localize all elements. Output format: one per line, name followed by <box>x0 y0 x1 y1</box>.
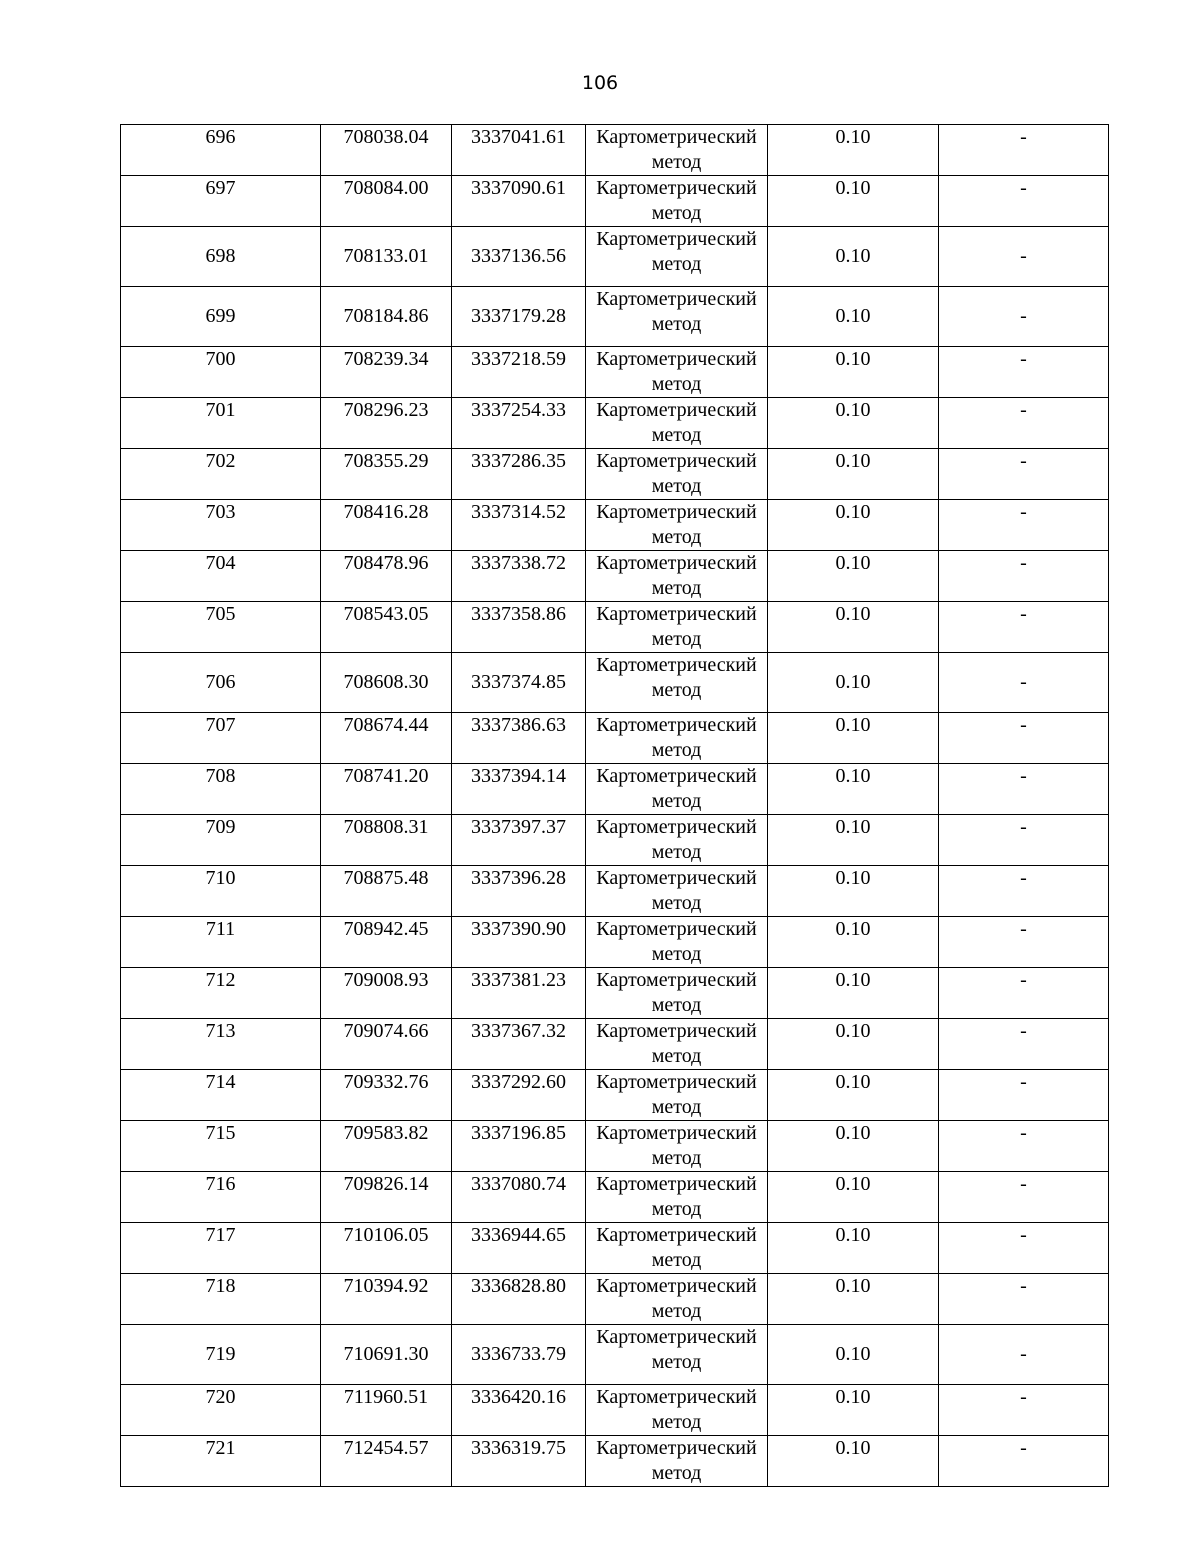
note-cell: - <box>939 917 1109 968</box>
method-cell: Картометрический метод <box>586 866 768 917</box>
accuracy-cell: 0.10 <box>768 287 939 347</box>
point-number-cell: 697 <box>121 176 321 227</box>
accuracy-cell: 0.10 <box>768 125 939 176</box>
accuracy-cell: 0.10 <box>768 1172 939 1223</box>
accuracy-cell: 0.10 <box>768 176 939 227</box>
x-coordinate-cell: 708133.01 <box>321 227 452 287</box>
table-row <box>121 551 1109 602</box>
accuracy-cell: 0.10 <box>768 1121 939 1172</box>
point-number-cell: 714 <box>121 1070 321 1121</box>
accuracy-cell: 0.10 <box>768 815 939 866</box>
method-cell: Картометрический метод <box>586 176 768 227</box>
table-row <box>121 1325 1109 1385</box>
accuracy-cell: 0.10 <box>768 653 939 713</box>
table-row <box>121 347 1109 398</box>
y-coordinate-cell: 3337196.85 <box>452 1121 586 1172</box>
method-cell: Картометрический метод <box>586 1436 768 1487</box>
method-cell: Картометрический метод <box>586 347 768 398</box>
accuracy-cell: 0.10 <box>768 866 939 917</box>
y-coordinate-cell: 3336828.80 <box>452 1274 586 1325</box>
x-coordinate-cell: 708084.00 <box>321 176 452 227</box>
x-coordinate-cell: 708355.29 <box>321 449 452 500</box>
method-cell: Картометрический метод <box>586 1274 768 1325</box>
point-number-cell: 716 <box>121 1172 321 1223</box>
point-number-cell: 701 <box>121 398 321 449</box>
x-coordinate-cell: 709826.14 <box>321 1172 452 1223</box>
accuracy-cell: 0.10 <box>768 917 939 968</box>
note-cell: - <box>939 602 1109 653</box>
accuracy-cell: 0.10 <box>768 1385 939 1436</box>
note-cell: - <box>939 125 1109 176</box>
method-cell: Картометрический метод <box>586 713 768 764</box>
method-cell: Картометрический метод <box>586 968 768 1019</box>
y-coordinate-cell: 3337396.28 <box>452 866 586 917</box>
method-cell: Картометрический метод <box>586 398 768 449</box>
table-row <box>121 653 1109 713</box>
note-cell: - <box>939 1019 1109 1070</box>
method-cell: Картометрический метод <box>586 1223 768 1274</box>
accuracy-cell: 0.10 <box>768 764 939 815</box>
point-number-cell: 705 <box>121 602 321 653</box>
accuracy-cell: 0.10 <box>768 1070 939 1121</box>
x-coordinate-cell: 708608.30 <box>321 653 452 713</box>
y-coordinate-cell: 3337358.86 <box>452 602 586 653</box>
note-cell: - <box>939 713 1109 764</box>
y-coordinate-cell: 3337314.52 <box>452 500 586 551</box>
y-coordinate-cell: 3337218.59 <box>452 347 586 398</box>
point-number-cell: 711 <box>121 917 321 968</box>
y-coordinate-cell: 3337381.23 <box>452 968 586 1019</box>
point-number-cell: 703 <box>121 500 321 551</box>
note-cell: - <box>939 866 1109 917</box>
table-row <box>121 815 1109 866</box>
table-row <box>121 227 1109 287</box>
point-number-cell: 709 <box>121 815 321 866</box>
method-cell: Картометрический метод <box>586 449 768 500</box>
note-cell: - <box>939 176 1109 227</box>
y-coordinate-cell: 3336944.65 <box>452 1223 586 1274</box>
x-coordinate-cell: 708741.20 <box>321 764 452 815</box>
point-number-cell: 712 <box>121 968 321 1019</box>
method-cell: Картометрический метод <box>586 653 768 713</box>
method-cell: Картометрический метод <box>586 551 768 602</box>
table-row <box>121 1070 1109 1121</box>
table-row <box>121 968 1109 1019</box>
accuracy-cell: 0.10 <box>768 449 939 500</box>
method-cell: Картометрический метод <box>586 815 768 866</box>
table-row <box>121 764 1109 815</box>
table-row <box>121 1385 1109 1436</box>
table-body <box>121 125 1109 1487</box>
point-number-cell: 718 <box>121 1274 321 1325</box>
table-row <box>121 866 1109 917</box>
accuracy-cell: 0.10 <box>768 347 939 398</box>
note-cell: - <box>939 398 1109 449</box>
table-row <box>121 602 1109 653</box>
note-cell: - <box>939 227 1109 287</box>
accuracy-cell: 0.10 <box>768 968 939 1019</box>
table-row <box>121 1274 1109 1325</box>
method-cell: Картометрический метод <box>586 764 768 815</box>
note-cell: - <box>939 764 1109 815</box>
x-coordinate-cell: 708875.48 <box>321 866 452 917</box>
method-cell: Картометрический метод <box>586 500 768 551</box>
note-cell: - <box>939 653 1109 713</box>
accuracy-cell: 0.10 <box>768 1274 939 1325</box>
y-coordinate-cell: 3337292.60 <box>452 1070 586 1121</box>
page-number: 106 <box>581 72 619 94</box>
note-cell: - <box>939 551 1109 602</box>
point-number-cell: 719 <box>121 1325 321 1385</box>
accuracy-cell: 0.10 <box>768 1019 939 1070</box>
y-coordinate-cell: 3337254.33 <box>452 398 586 449</box>
x-coordinate-cell: 711960.51 <box>321 1385 452 1436</box>
note-cell: - <box>939 500 1109 551</box>
table-row <box>121 917 1109 968</box>
x-coordinate-cell: 712454.57 <box>321 1436 452 1487</box>
table-row <box>121 1019 1109 1070</box>
table-row <box>121 1121 1109 1172</box>
coordinates-table <box>120 124 1109 1487</box>
y-coordinate-cell: 3336420.16 <box>452 1385 586 1436</box>
x-coordinate-cell: 709074.66 <box>321 1019 452 1070</box>
note-cell: - <box>939 968 1109 1019</box>
y-coordinate-cell: 3337374.85 <box>452 653 586 713</box>
y-coordinate-cell: 3336733.79 <box>452 1325 586 1385</box>
x-coordinate-cell: 708543.05 <box>321 602 452 653</box>
accuracy-cell: 0.10 <box>768 1325 939 1385</box>
point-number-cell: 702 <box>121 449 321 500</box>
method-cell: Картометрический метод <box>586 227 768 287</box>
y-coordinate-cell: 3337080.74 <box>452 1172 586 1223</box>
x-coordinate-cell: 708184.86 <box>321 287 452 347</box>
table-row <box>121 398 1109 449</box>
note-cell: - <box>939 815 1109 866</box>
x-coordinate-cell: 708239.34 <box>321 347 452 398</box>
accuracy-cell: 0.10 <box>768 1223 939 1274</box>
y-coordinate-cell: 3337041.61 <box>452 125 586 176</box>
accuracy-cell: 0.10 <box>768 602 939 653</box>
x-coordinate-cell: 710394.92 <box>321 1274 452 1325</box>
note-cell: - <box>939 449 1109 500</box>
x-coordinate-cell: 708478.96 <box>321 551 452 602</box>
note-cell: - <box>939 1172 1109 1223</box>
y-coordinate-cell: 3337090.61 <box>452 176 586 227</box>
accuracy-cell: 0.10 <box>768 500 939 551</box>
point-number-cell: 700 <box>121 347 321 398</box>
y-coordinate-cell: 3336319.75 <box>452 1436 586 1487</box>
note-cell: - <box>939 1325 1109 1385</box>
accuracy-cell: 0.10 <box>768 398 939 449</box>
point-number-cell: 721 <box>121 1436 321 1487</box>
point-number-cell: 706 <box>121 653 321 713</box>
x-coordinate-cell: 710106.05 <box>321 1223 452 1274</box>
x-coordinate-cell: 708296.23 <box>321 398 452 449</box>
accuracy-cell: 0.10 <box>768 227 939 287</box>
method-cell: Картометрический метод <box>586 1121 768 1172</box>
method-cell: Картометрический метод <box>586 1019 768 1070</box>
table-row <box>121 449 1109 500</box>
table-row <box>121 176 1109 227</box>
x-coordinate-cell: 708416.28 <box>321 500 452 551</box>
note-cell: - <box>939 1274 1109 1325</box>
y-coordinate-cell: 3337386.63 <box>452 713 586 764</box>
x-coordinate-cell: 709008.93 <box>321 968 452 1019</box>
table-row <box>121 500 1109 551</box>
table-row <box>121 125 1109 176</box>
x-coordinate-cell: 710691.30 <box>321 1325 452 1385</box>
table-row <box>121 713 1109 764</box>
note-cell: - <box>939 347 1109 398</box>
point-number-cell: 698 <box>121 227 321 287</box>
table-row <box>121 287 1109 347</box>
method-cell: Картометрический метод <box>586 125 768 176</box>
y-coordinate-cell: 3337394.14 <box>452 764 586 815</box>
note-cell: - <box>939 1385 1109 1436</box>
y-coordinate-cell: 3337286.35 <box>452 449 586 500</box>
method-cell: Картометрический метод <box>586 602 768 653</box>
method-cell: Картометрический метод <box>586 1325 768 1385</box>
note-cell: - <box>939 1223 1109 1274</box>
point-number-cell: 715 <box>121 1121 321 1172</box>
point-number-cell: 713 <box>121 1019 321 1070</box>
x-coordinate-cell: 709332.76 <box>321 1070 452 1121</box>
method-cell: Картометрический метод <box>586 1070 768 1121</box>
table-row <box>121 1436 1109 1487</box>
point-number-cell: 720 <box>121 1385 321 1436</box>
table-row <box>121 1172 1109 1223</box>
y-coordinate-cell: 3337338.72 <box>452 551 586 602</box>
method-cell: Картометрический метод <box>586 1385 768 1436</box>
x-coordinate-cell: 708674.44 <box>321 713 452 764</box>
note-cell: - <box>939 1121 1109 1172</box>
method-cell: Картометрический метод <box>586 287 768 347</box>
note-cell: - <box>939 1070 1109 1121</box>
x-coordinate-cell: 708808.31 <box>321 815 452 866</box>
point-number-cell: 704 <box>121 551 321 602</box>
x-coordinate-cell: 708942.45 <box>321 917 452 968</box>
y-coordinate-cell: 3337367.32 <box>452 1019 586 1070</box>
accuracy-cell: 0.10 <box>768 713 939 764</box>
method-cell: Картометрический метод <box>586 1172 768 1223</box>
method-cell: Картометрический метод <box>586 917 768 968</box>
x-coordinate-cell: 708038.04 <box>321 125 452 176</box>
y-coordinate-cell: 3337136.56 <box>452 227 586 287</box>
point-number-cell: 717 <box>121 1223 321 1274</box>
y-coordinate-cell: 3337390.90 <box>452 917 586 968</box>
y-coordinate-cell: 3337179.28 <box>452 287 586 347</box>
point-number-cell: 708 <box>121 764 321 815</box>
y-coordinate-cell: 3337397.37 <box>452 815 586 866</box>
note-cell: - <box>939 1436 1109 1487</box>
point-number-cell: 710 <box>121 866 321 917</box>
accuracy-cell: 0.10 <box>768 551 939 602</box>
note-cell: - <box>939 287 1109 347</box>
point-number-cell: 707 <box>121 713 321 764</box>
table-row <box>121 1223 1109 1274</box>
point-number-cell: 696 <box>121 125 321 176</box>
x-coordinate-cell: 709583.82 <box>321 1121 452 1172</box>
accuracy-cell: 0.10 <box>768 1436 939 1487</box>
point-number-cell: 699 <box>121 287 321 347</box>
